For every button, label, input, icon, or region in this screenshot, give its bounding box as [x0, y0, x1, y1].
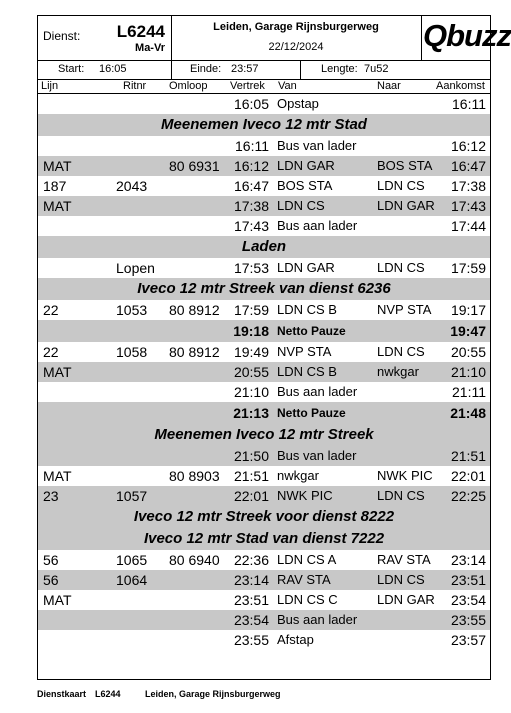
lengte-value: 7u52	[364, 63, 389, 75]
info-divider	[171, 60, 172, 79]
start-time: 16:05	[99, 63, 127, 75]
naar-cell: LDN CS	[377, 488, 425, 503]
col-ritnr: Ritnr	[123, 80, 147, 92]
info-bar	[38, 60, 490, 80]
table-row	[38, 342, 490, 362]
aankomst-time: 16:47	[450, 158, 486, 174]
vertrek-time: 20:55	[233, 364, 269, 380]
location-cell	[171, 16, 422, 60]
aankomst-time: 19:17	[450, 302, 486, 318]
table-row	[38, 590, 490, 610]
col-van: Van	[278, 80, 297, 92]
pauze-row	[38, 320, 490, 342]
qbuzz-logo: Qbuzz	[423, 18, 511, 53]
vertrek-time: 21:13	[233, 405, 269, 421]
table-row	[38, 362, 490, 382]
col-aankomst: Aankomst	[436, 80, 485, 92]
naar-cell: BOS STA	[377, 158, 433, 173]
aankomst-time: 23:14	[450, 552, 486, 568]
aankomst-time: 21:10	[450, 364, 486, 380]
omloop-cell: 80 6940	[169, 552, 220, 568]
einde-time: 23:57	[231, 63, 259, 75]
van-cell: LDN CS B	[277, 364, 337, 379]
logo-cell	[421, 16, 511, 60]
naar-cell: LDN CS	[377, 260, 425, 275]
vertrek-time: 17:59	[233, 302, 269, 318]
footer-dienst: L6244	[95, 689, 121, 699]
van-cell: LDN CS C	[277, 592, 338, 607]
aankomst-time: 16:12	[450, 138, 486, 154]
table-row	[38, 176, 490, 196]
section-heading: Iveco 12 mtr Streek voor dienst 8222	[38, 506, 490, 528]
schedule-rows	[38, 94, 490, 650]
naar-cell: NWK PIC	[377, 468, 433, 483]
vertrek-time: 17:53	[233, 260, 269, 276]
aankomst-time: 23:57	[450, 632, 486, 648]
lijn-cell: MAT	[43, 158, 72, 174]
van-cell: NWK PIC	[277, 488, 333, 503]
van-cell: LDN CS B	[277, 302, 337, 317]
naar-cell: LDN CS	[377, 572, 425, 587]
footer-label: Dienstkaart	[37, 689, 87, 699]
van-cell: LDN GAR	[277, 158, 335, 173]
col-naar: Naar	[377, 80, 401, 92]
table-row	[38, 630, 490, 650]
vertrek-time: 23:55	[233, 632, 269, 648]
ritnr-cell: 1057	[116, 488, 148, 504]
vertrek-time: 16:47	[233, 178, 269, 194]
van-cell: Bus aan lader	[277, 384, 358, 399]
ritnr-cell: 1064	[116, 572, 148, 588]
table-row	[38, 486, 490, 506]
ritnr-cell: 2043	[116, 178, 148, 194]
table-row	[38, 136, 490, 156]
aankomst-time: 22:01	[450, 468, 486, 484]
vertrek-time: 23:54	[233, 612, 269, 628]
table-row	[38, 196, 490, 216]
van-cell: Bus aan lader	[277, 218, 358, 233]
table-row	[38, 94, 490, 114]
van-cell: Opstap	[277, 96, 319, 111]
lijn-cell: 22	[43, 344, 59, 360]
van-cell: LDN CS	[277, 198, 325, 213]
section-heading: Laden	[38, 236, 490, 258]
table-row	[38, 300, 490, 320]
lijn-cell: MAT	[43, 364, 72, 380]
table-row	[38, 550, 490, 570]
omloop-cell: 80 8903	[169, 468, 220, 484]
vertrek-time: 19:18	[233, 323, 269, 339]
aankomst-time: 21:51	[450, 448, 486, 464]
naar-cell: LDN GAR	[377, 198, 435, 213]
start-label: Start:	[58, 63, 85, 75]
location: Leiden, Garage Rijnsburgerweg	[213, 21, 379, 33]
lijn-cell: 56	[43, 552, 59, 568]
ritnr-cell: Lopen	[116, 260, 155, 276]
lengte-label: Lengte:	[321, 63, 358, 75]
column-header	[38, 79, 490, 94]
lijn-cell: MAT	[43, 198, 72, 214]
van-cell: BOS STA	[277, 178, 333, 193]
omloop-cell: 80 6931	[169, 158, 220, 174]
dienstkaart-frame	[37, 15, 511, 680]
omloop-cell: 80 8912	[169, 344, 220, 360]
aankomst-time: 17:44	[450, 218, 486, 234]
pauze-label: Netto Pauze	[277, 324, 346, 338]
dienst-days: Ma-Vr	[135, 42, 165, 54]
table-row	[38, 216, 490, 236]
aankomst-time: 23:54	[450, 592, 486, 608]
table-row	[38, 446, 490, 466]
aankomst-time: 21:11	[452, 384, 486, 400]
ritnr-cell: 1065	[116, 552, 148, 568]
van-cell: nwkgar	[277, 468, 319, 483]
lijn-cell: 23	[43, 488, 59, 504]
aankomst-time: 17:59	[450, 260, 486, 276]
aankomst-time: 22:25	[450, 488, 486, 504]
naar-cell: nwkgar	[377, 364, 419, 379]
ritnr-cell: 1053	[116, 302, 148, 318]
lijn-cell: MAT	[43, 468, 72, 484]
vertrek-time: 16:11	[235, 138, 269, 154]
section-heading: Meenemen Iveco 12 mtr Streek	[38, 424, 490, 446]
table-row	[38, 156, 490, 176]
table-row	[38, 258, 490, 278]
aankomst-time: 17:43	[450, 198, 486, 214]
van-cell: LDN GAR	[277, 260, 335, 275]
aankomst-time: 17:38	[450, 178, 486, 194]
pauze-row	[38, 402, 490, 424]
section-heading: Iveco 12 mtr Stad van dienst 7222	[38, 528, 490, 550]
van-cell: NVP STA	[277, 344, 332, 359]
lijn-cell: 22	[43, 302, 59, 318]
van-cell: LDN CS A	[277, 552, 337, 567]
vertrek-time: 22:01	[233, 488, 269, 504]
vertrek-time: 19:49	[233, 344, 269, 360]
col-lijn: Lijn	[41, 80, 59, 92]
table-row	[38, 466, 490, 486]
col-vertrek: Vertrek	[230, 80, 265, 92]
dienst-cell	[38, 16, 172, 60]
table-row	[38, 610, 490, 630]
vertrek-time: 16:05	[233, 96, 269, 112]
vertrek-time: 23:51	[233, 592, 269, 608]
header	[38, 16, 511, 61]
vertrek-time: 21:50	[233, 448, 269, 464]
date: 22/12/2024	[268, 41, 324, 53]
naar-cell: LDN CS	[377, 178, 425, 193]
van-cell: Bus van lader	[277, 138, 357, 153]
aankomst-time: 21:48	[450, 405, 486, 421]
footer-location: Leiden, Garage Rijnsburgerweg	[145, 689, 281, 699]
section-heading: Meenemen Iveco 12 mtr Stad	[38, 114, 490, 136]
omloop-cell: 80 8912	[169, 302, 220, 318]
aankomst-time: 16:11	[452, 96, 486, 112]
einde-label: Einde:	[190, 63, 222, 75]
section-heading: Iveco 12 mtr Streek van dienst 6236	[38, 278, 490, 300]
info-divider	[300, 60, 301, 79]
vertrek-time: 16:12	[233, 158, 269, 174]
table-row	[38, 570, 490, 590]
lijn-cell: 187	[43, 178, 67, 194]
vertrek-time: 17:43	[233, 218, 269, 234]
vertrek-time: 17:38	[233, 198, 269, 214]
aankomst-time: 23:51	[450, 572, 486, 588]
col-omloop: Omloop	[169, 80, 208, 92]
pauze-label: Netto Pauze	[277, 406, 346, 420]
van-cell: Bus van lader	[277, 448, 357, 463]
van-cell: RAV STA	[277, 572, 331, 587]
van-cell: Afstap	[277, 632, 314, 647]
table-row	[38, 382, 490, 402]
vertrek-time: 22:36	[233, 552, 269, 568]
vertrek-time: 23:14	[233, 572, 269, 588]
lijn-cell: MAT	[43, 592, 72, 608]
lijn-cell: 56	[43, 572, 59, 588]
dienst-number: L6244	[116, 22, 165, 41]
aankomst-time: 20:55	[450, 344, 486, 360]
naar-cell: RAV STA	[377, 552, 431, 567]
naar-cell: LDN GAR	[377, 592, 435, 607]
vertrek-time: 21:10	[233, 384, 269, 400]
naar-cell: LDN CS	[377, 344, 425, 359]
dienst-label: Dienst:	[43, 29, 81, 43]
van-cell: Bus aan lader	[277, 612, 358, 627]
vertrek-time: 21:51	[233, 468, 269, 484]
naar-cell: NVP STA	[377, 302, 432, 317]
aankomst-time: 19:47	[450, 323, 486, 339]
ritnr-cell: 1058	[116, 344, 148, 360]
aankomst-time: 23:55	[450, 612, 486, 628]
